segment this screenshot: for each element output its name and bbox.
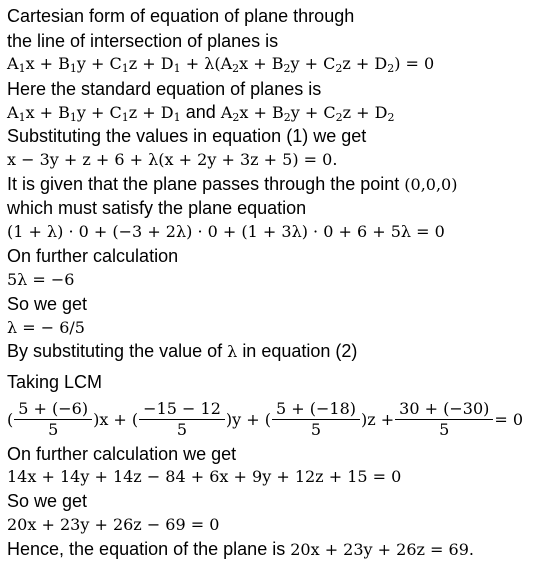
fraction-denominator: 5 <box>272 419 360 440</box>
text-line <box>7 340 357 363</box>
equation-text: )y + ( <box>225 409 271 429</box>
text-line: So we get <box>7 491 88 511</box>
point-value: (0,0,0) <box>404 175 458 194</box>
equation-line: 20x + 23y + 26z − 69 = 0 <box>7 515 220 534</box>
text-line: Cartesian form of equation of plane through <box>7 6 355 26</box>
text-part: Hence, the equation of the plane is <box>7 539 286 559</box>
text-line: Substituting the values in equation (1) we get <box>7 126 367 146</box>
fraction-numerator: 5 + (−18) <box>275 398 356 418</box>
lcm-equation <box>7 396 523 442</box>
equation-line: 14x + 14y + 14z − 84 + 6x + 9y + 12z + 15 = 0 <box>7 467 402 486</box>
equation-line: x − 3y + z + 6 + λ(x + 2y + 3z + 5) = 0. <box>7 150 338 169</box>
lambda-symbol: λ <box>227 342 238 361</box>
fraction-numerator: 30 + (−30) <box>399 398 490 418</box>
text-line: On further calculation we get <box>7 444 237 464</box>
fraction-numerator: −15 − 12 <box>143 398 221 418</box>
paren-open: ( <box>7 409 14 429</box>
text-part: It is given that the plane passes through the point <box>7 174 400 194</box>
text-line: So we get <box>7 294 88 314</box>
equation-line: (1 + λ) · 0 + (−3 + 2λ) · 0 + (1 + 3λ) · 0 + 6 + 5λ = 0 <box>7 222 445 241</box>
equation-line: $A_1x + B_1y + C_1z + D_1$ and $A_2x + B_2y + C_2z + D_2$ <box>7 102 395 124</box>
equation-text: = 0 <box>494 409 524 429</box>
text-line: Here the standard equation of planes is <box>7 79 322 99</box>
fraction-denominator: 5 <box>139 419 225 440</box>
fraction <box>14 399 92 440</box>
fraction <box>139 399 225 440</box>
equation-line: 5λ = −6 <box>7 270 75 289</box>
fraction-numerator: 5 + (−6) <box>18 398 89 418</box>
equation-text: )x + ( <box>93 409 139 429</box>
fraction-denominator: 5 <box>395 419 493 440</box>
fraction <box>272 399 360 440</box>
fraction-denominator: 5 <box>14 419 92 440</box>
text-line: On further calculation <box>7 246 179 266</box>
text-line: the line of intersection of planes is <box>7 31 279 51</box>
text-part: in equation (2) <box>242 341 358 361</box>
equation-line: $A_1x + B_1y + C_1z + D_1 + \lambda(A_2x + B_2y + C_2z + D_2) = 0$ <box>7 54 435 75</box>
text-line <box>7 173 457 196</box>
equation-text: )z + <box>361 409 395 429</box>
fraction <box>395 399 493 440</box>
text-line <box>7 538 474 561</box>
text-line: Taking LCM <box>7 372 103 392</box>
text-line: which must satisfy the plane equation <box>7 198 307 218</box>
equation-line: λ = − 6/5 <box>7 318 85 337</box>
final-equation: 20x + 23y + 26z = 69. <box>290 540 474 559</box>
text-part: By substituting the value of <box>7 341 223 361</box>
connector-text: and <box>185 102 216 122</box>
